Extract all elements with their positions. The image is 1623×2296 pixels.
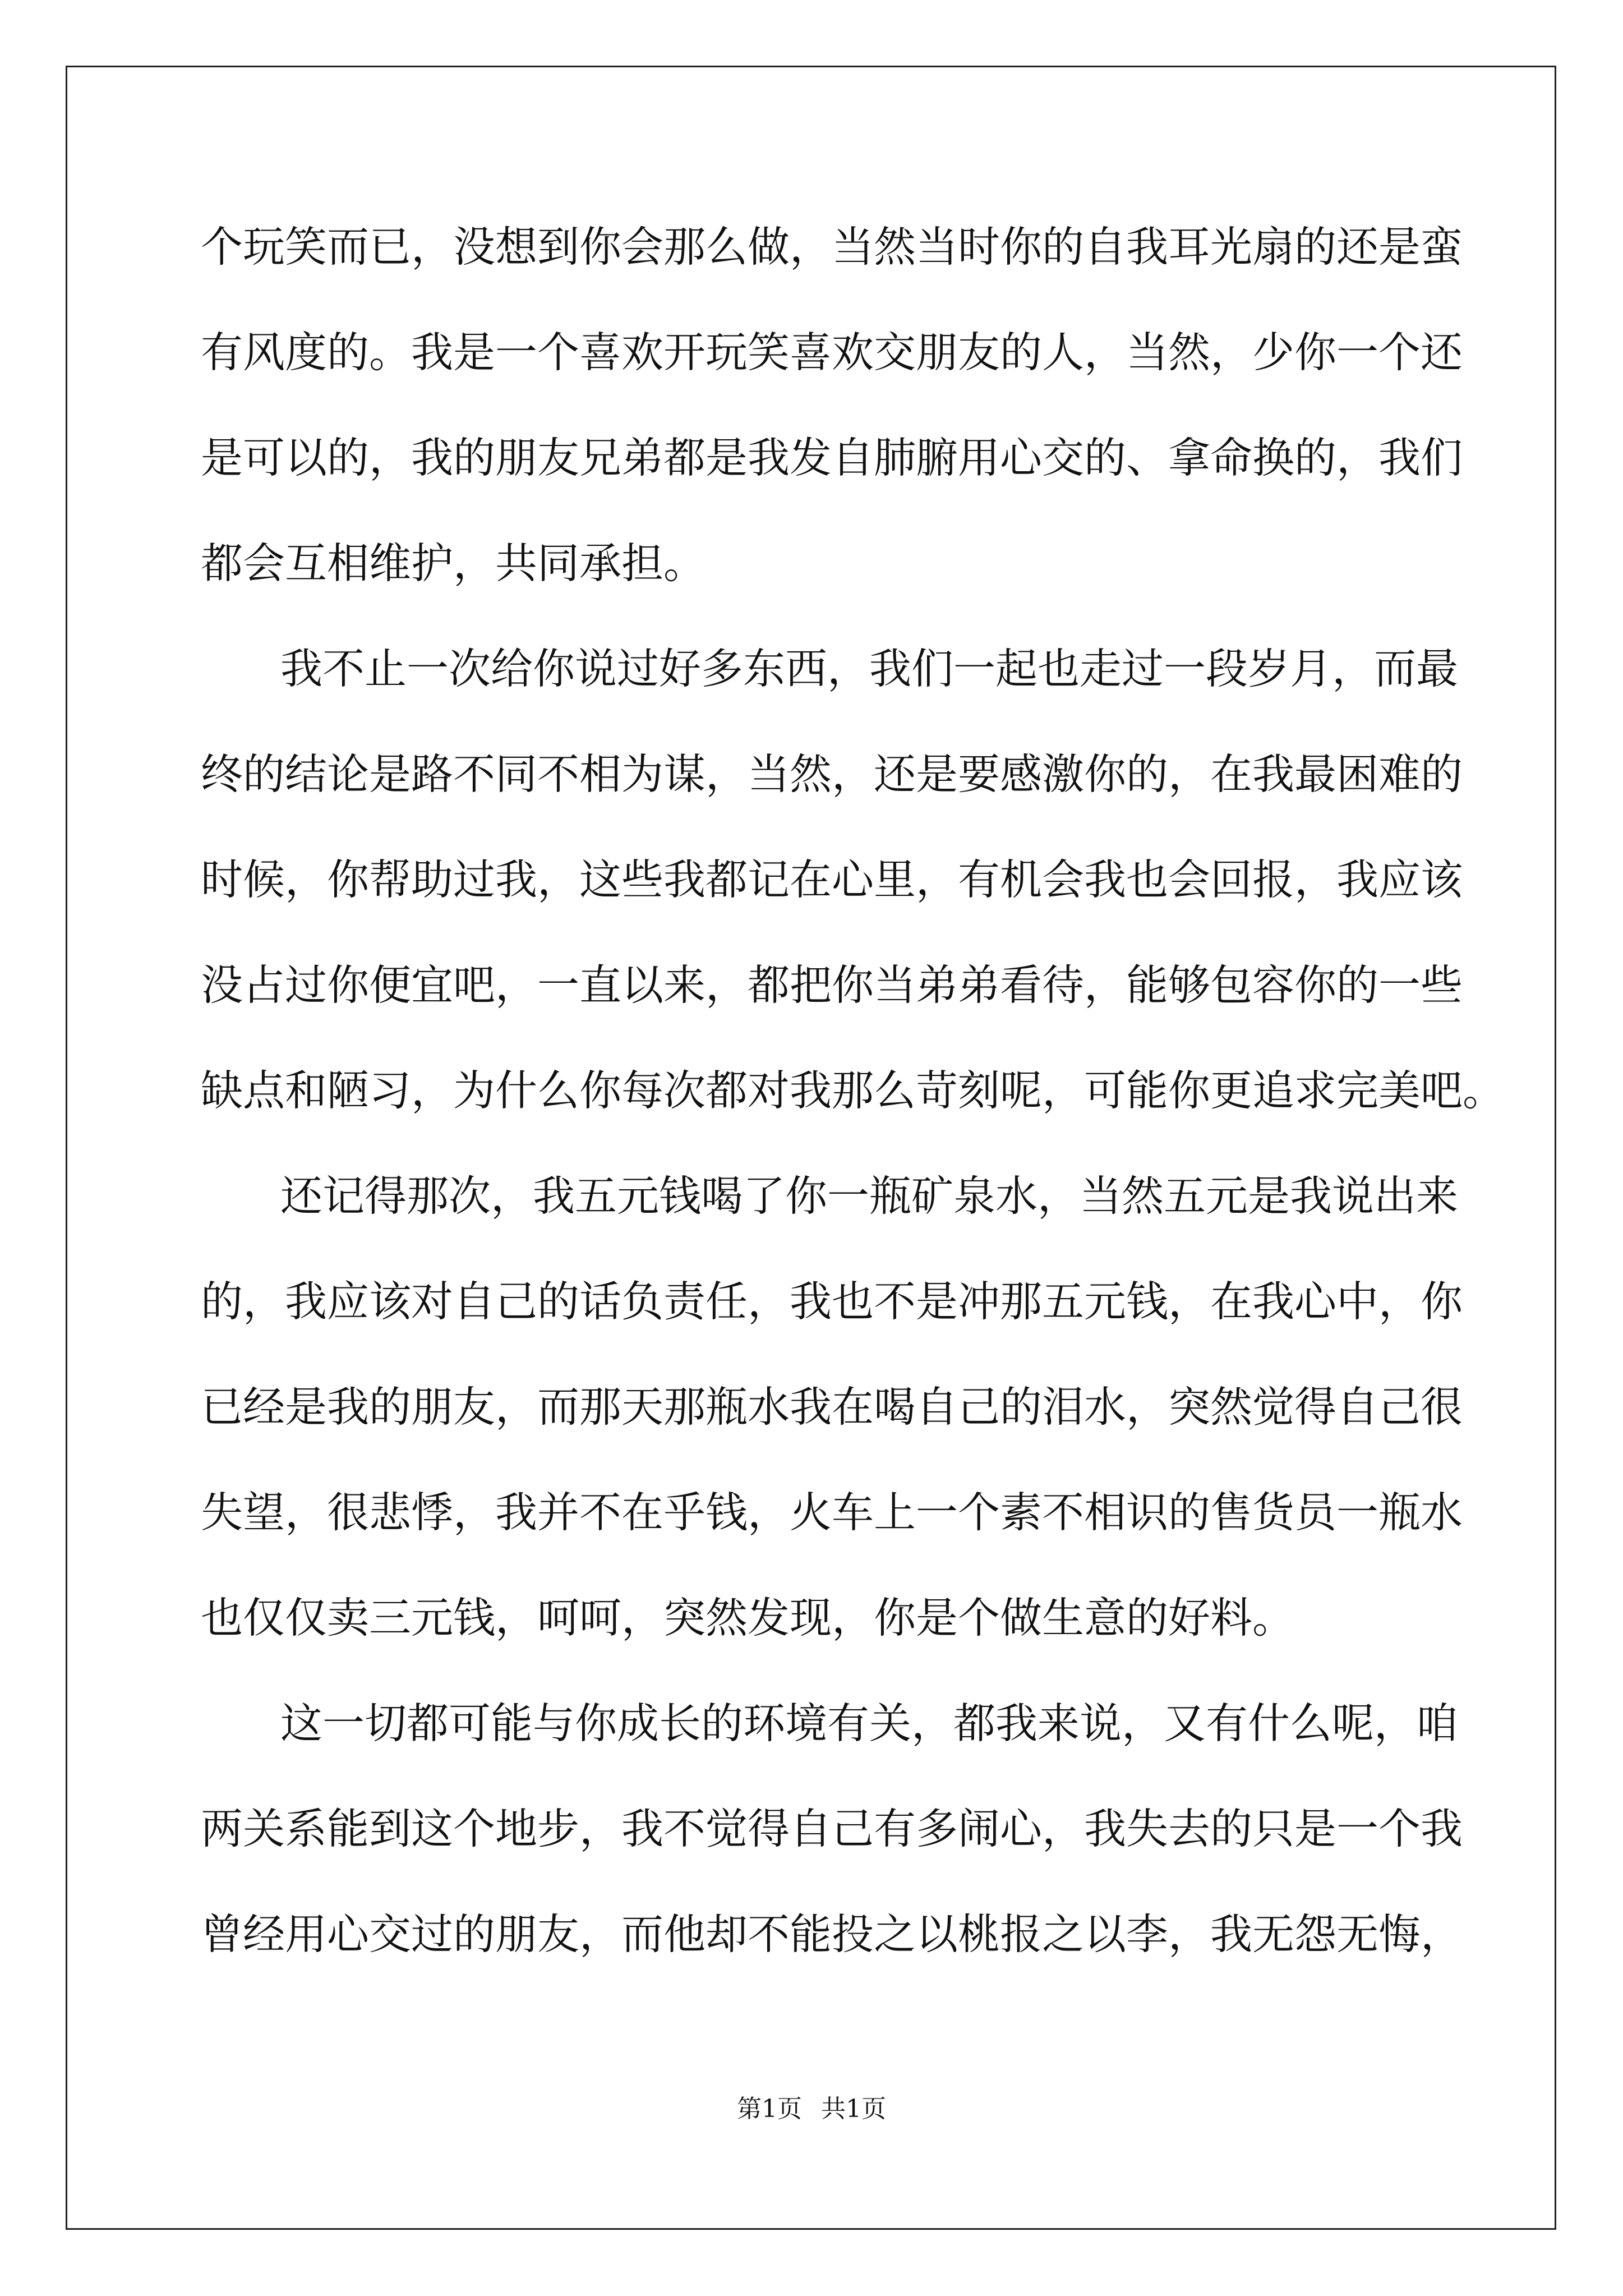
text-line: 个玩笑而已，没想到你会那么做，当然当时你的自我耳光扇的还是蛮 <box>201 222 1463 272</box>
paragraph-first-line: 这一切都可能与你成长的环境有关，都我来说，又有什么呢，咱 <box>280 1699 1459 1748</box>
text-line: 是可以的，我的朋友兄弟都是我发自肺腑用心交的、拿命换的，我们 <box>201 433 1463 482</box>
text-line: 时候，你帮助过我，这些我都记在心里，有机会我也会回报，我应该 <box>201 855 1463 904</box>
text-line: 两关系能到这个地步，我不觉得自己有多闹心，我失去的只是一个我 <box>201 1804 1463 1853</box>
text-line: 已经是我的朋友，而那天那瓶水我在喝自己的泪水，突然觉得自己很 <box>201 1382 1463 1432</box>
text-line: 没占过你便宜吧，一直以来，都把你当弟弟看待，能够包容你的一些 <box>201 960 1463 1010</box>
page-footer <box>0 2092 1623 2126</box>
text-line: 缺点和陋习，为什么你每次都对我那么苛刻呢，可能你更追求完美吧。 <box>201 1066 1505 1115</box>
page-border <box>66 66 1556 2230</box>
paragraph-first-line: 还记得那次，我五元钱喝了你一瓶矿泉水，当然五元是我说出来 <box>280 1171 1459 1221</box>
text-line: 也仅仅卖三元钱，呵呵，突然发现，你是个做生意的好料。 <box>201 1593 1295 1642</box>
text-line: 终的结论是路不同不相为谋，当然，还是要感激你的，在我最困难的 <box>201 749 1463 799</box>
paragraph-first-line: 我不止一次给你说过好多东西，我们一起也走过一段岁月，而最 <box>280 644 1459 693</box>
text-line: 都会互相维护，共同承担。 <box>201 539 706 588</box>
page-total: 共1页 <box>821 2095 886 2123</box>
text-line: 有风度的。我是一个喜欢开玩笑喜欢交朋友的人，当然，少你一个还 <box>201 328 1463 377</box>
page-number: 第1页 <box>737 2095 802 2123</box>
text-line: 的，我应该对自己的话负责任，我也不是冲那五元钱，在我心中，你 <box>201 1277 1463 1326</box>
text-line: 曾经用心交过的朋友，而他却不能投之以桃报之以李，我无怨无悔， <box>201 1910 1463 1959</box>
text-line: 失望，很悲悸，我并不在乎钱，火车上一个素不相识的售货员一瓶水 <box>201 1488 1463 1537</box>
